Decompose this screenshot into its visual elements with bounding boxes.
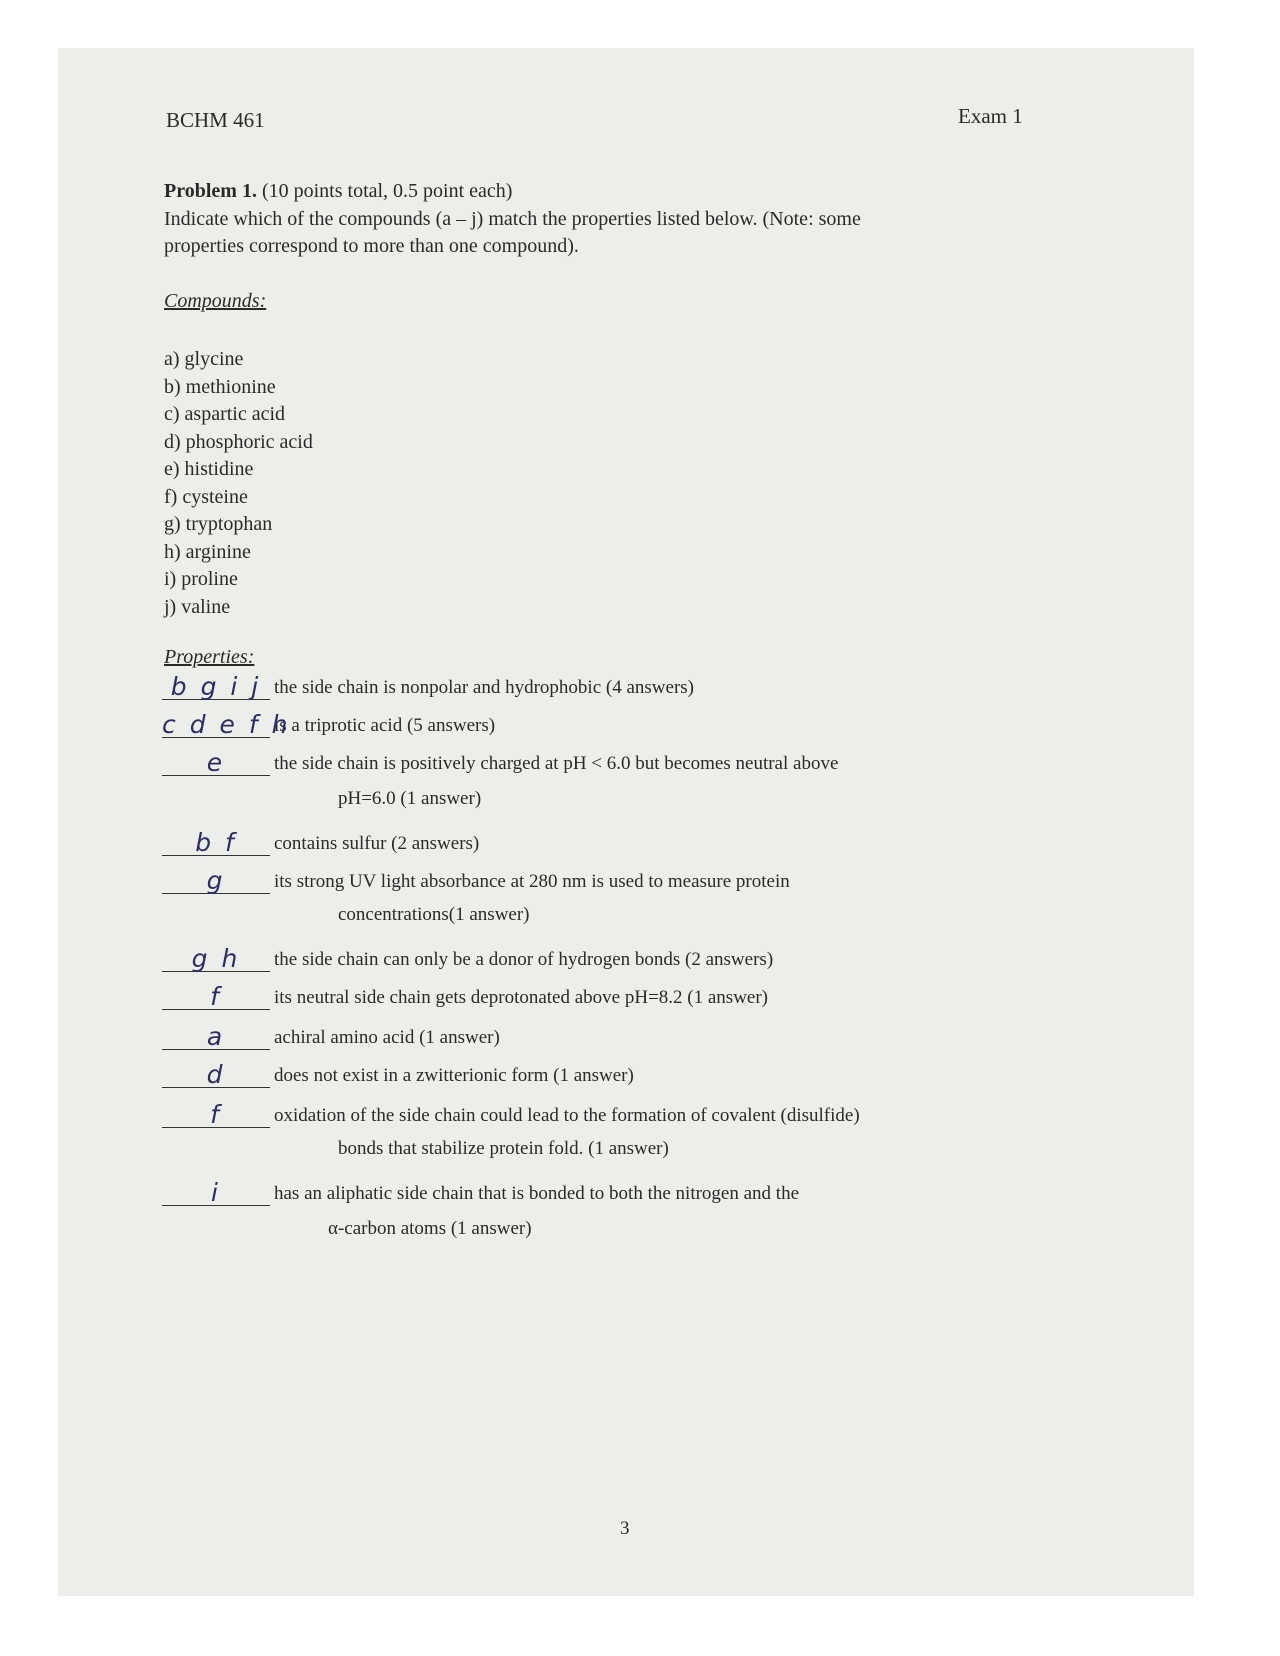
- compound-item: g) tryptophan: [164, 513, 273, 535]
- property-text-continued: α-carbon atoms (1 answer): [328, 1218, 532, 1239]
- property-text: is a triprotic acid (5 answers): [274, 715, 496, 736]
- property-text: oxidation of the side chain could lead to the formation of covalent (disulfide): [274, 1105, 860, 1126]
- answer-blank[interactable]: [162, 980, 270, 1010]
- property-row: [162, 670, 694, 700]
- property-text-continued: bonds that stabilize protein fold. (1 answer): [338, 1138, 669, 1159]
- compound-item: f) cysteine: [164, 485, 248, 508]
- handwritten-answer: d: [206, 1060, 226, 1089]
- compound-item: j) valine: [164, 595, 231, 618]
- compound-item: c) aspartic acid: [164, 403, 286, 425]
- handwritten-answer: i: [211, 1178, 221, 1207]
- property-text: its neutral side chain gets deprotonated above pH=8.2 (1 answer): [274, 987, 769, 1008]
- problem-title: [164, 178, 512, 205]
- property-row: [162, 1020, 500, 1050]
- handwritten-answer: b g i j: [170, 672, 262, 701]
- handwritten-answer: f: [210, 982, 222, 1011]
- compound-item: a) glycine: [164, 348, 244, 370]
- property-row: [162, 1058, 634, 1088]
- exam-label: Exam 1: [958, 104, 1023, 128]
- problem-instructions: [164, 206, 861, 260]
- property-text: does not exist in a zwitterionic form (1 answer): [274, 1065, 634, 1086]
- property-text: has an aliphatic side chain that is bonded to both the nitrogen and the: [274, 1183, 800, 1204]
- compounds-heading: Compounds:: [164, 290, 267, 312]
- answer-blank[interactable]: [162, 826, 270, 856]
- exam-page: [58, 48, 1194, 1596]
- property-row: [162, 1176, 799, 1206]
- handwritten-answer: g: [206, 866, 226, 895]
- handwritten-answer: e: [206, 748, 226, 777]
- compound-item: h) arginine: [164, 540, 251, 563]
- compound-item: e) histidine: [164, 458, 254, 480]
- answer-blank[interactable]: [162, 1176, 270, 1206]
- compounds-list: [164, 346, 313, 621]
- property-row: [162, 980, 768, 1010]
- property-text: its strong UV light absorbance at 280 nm is used to measure protein: [274, 871, 790, 892]
- instruction-line-2: properties correspond to more than one compound).: [164, 235, 579, 257]
- property-row: [162, 864, 790, 894]
- property-text: contains sulfur (2 answers): [274, 833, 480, 854]
- handwritten-answer: a: [206, 1022, 226, 1051]
- answer-blank[interactable]: [162, 708, 291, 739]
- property-row: [162, 708, 495, 738]
- answer-blank[interactable]: [162, 746, 270, 776]
- handwritten-answer: g h: [191, 944, 241, 973]
- property-row: [162, 746, 838, 776]
- answer-blank[interactable]: [162, 670, 270, 700]
- page-number: 3: [620, 1518, 630, 1539]
- property-text: the side chain can only be a donor of hydrogen bonds (2 answers): [274, 949, 774, 970]
- property-text: the side chain is positively charged at pH < 6.0 but becomes neutral above: [274, 753, 839, 774]
- property-text-continued: concentrations(1 answer): [338, 904, 530, 925]
- properties-heading: Properties:: [164, 646, 255, 668]
- property-text: the side chain is nonpolar and hydrophobic (4 answers): [274, 677, 695, 698]
- instruction-line-1: Indicate which of the compounds (a – j) match the properties listed below. (Note: some: [164, 208, 861, 230]
- answer-blank[interactable]: [162, 864, 270, 894]
- handwritten-answer: f: [210, 1100, 222, 1129]
- problem-label: Problem 1.: [164, 180, 257, 202]
- property-row: [162, 826, 479, 856]
- property-row: [162, 1098, 860, 1128]
- handwritten-answer: b f: [195, 828, 237, 857]
- property-text-continued: pH=6.0 (1 answer): [338, 788, 482, 809]
- answer-blank[interactable]: [162, 942, 270, 972]
- property-row: [162, 942, 773, 972]
- answer-blank[interactable]: [162, 1058, 270, 1088]
- problem-points: (10 points total, 0.5 point each): [261, 180, 513, 202]
- property-text: achiral amino acid (1 answer): [274, 1027, 500, 1048]
- course-code: BCHM 461: [166, 108, 265, 132]
- compound-item: b) methionine: [164, 375, 276, 398]
- handwritten-answer: c d e f h: [162, 710, 291, 739]
- answer-blank[interactable]: [162, 1098, 270, 1128]
- answer-blank[interactable]: [162, 1020, 270, 1050]
- compound-item: d) phosphoric acid: [164, 430, 313, 453]
- compound-item: i) proline: [164, 568, 238, 590]
